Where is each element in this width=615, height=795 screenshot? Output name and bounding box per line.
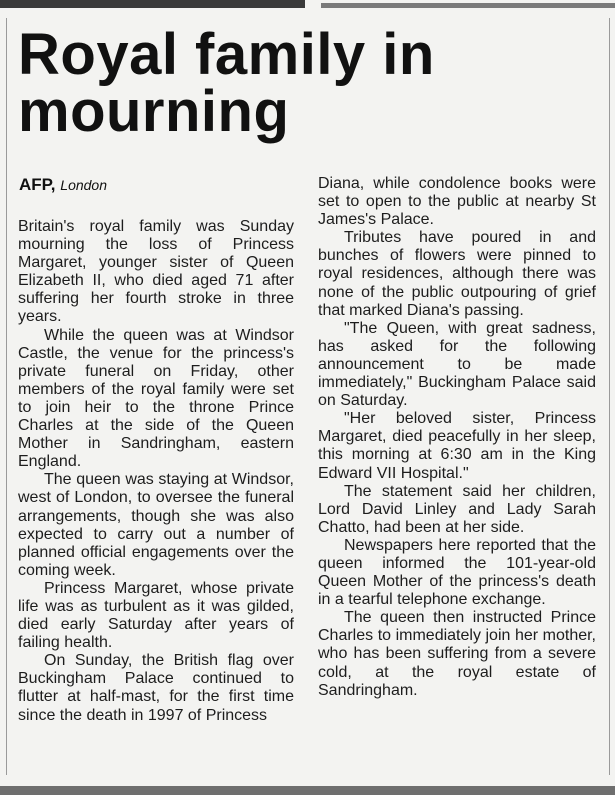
paragraph: Tributes have poured in and bunches of flowers were pinned to royal residences, although there was none of the public outpouring of grief that marked Diana's passing. (318, 229, 596, 319)
paragraph: On Sunday, the British flag over Buckingham Palace continued to flutter at half-mast, for the first time since the death in 1997 of Princess (18, 652, 294, 724)
paragraph: "The Queen, with great sadness, has asked for the following announcement to be made immediately," Buckingham Palace said on Saturday. (318, 319, 596, 410)
frame-left-border (6, 18, 7, 775)
paragraph: The queen then instructed Prince Charles to immediately join her mother, who has been suffering from a severe cold, at the royal estate of Sandringham. (318, 609, 596, 699)
article-column-left (18, 218, 294, 725)
paragraph-continued: Diana, while condolence books were set to open to the public at nearby St James's Palace. (318, 175, 596, 229)
bottom-rule (0, 786, 615, 795)
paragraph: While the queen was at Windsor Castle, the venue for the princess's private funeral on Friday, other members of the royal family were set to join heir to the throne Prince Charles at the side of the Queen Mother in Sandringham, eastern England. (18, 326, 294, 471)
frame-right-border (609, 18, 610, 775)
headline: Royal family in mourning (18, 22, 435, 144)
top-rule-right (321, 3, 615, 8)
paragraph: Princess Margaret, whose private life was as turbulent as it was gilded, died early Saturday after years of failing health. (18, 579, 294, 652)
paragraph: Newspapers here reported that the queen informed the 101-year-old Queen Mother of the princess's death in a tearful telephone exchange. (318, 536, 596, 609)
paragraph: Britain's royal family was Sunday mourning the loss of Princess Margaret, younger sister of Queen Elizabeth II, who died aged 71 after suffering her fourth stroke in three years. (18, 218, 294, 326)
byline-place: London (60, 177, 107, 193)
article-column-right (318, 175, 596, 700)
paragraph: "Her beloved sister, Princess Margaret, died peacefully in her sleep, this morning at 6:30 am in the King Edward VII Hospital." (318, 410, 596, 482)
top-rule-left (0, 0, 305, 8)
byline-agency: AFP, (19, 175, 56, 194)
paragraph: The statement said her children, Lord David Linley and Lady Sarah Chatto, had been at her side. (318, 482, 596, 536)
paragraph: The queen was staying at Windsor, west of London, to oversee the funeral arrangements, though she was also expected to carry out a number of planned official engagements over the coming week. (18, 471, 294, 579)
byline (19, 175, 107, 195)
